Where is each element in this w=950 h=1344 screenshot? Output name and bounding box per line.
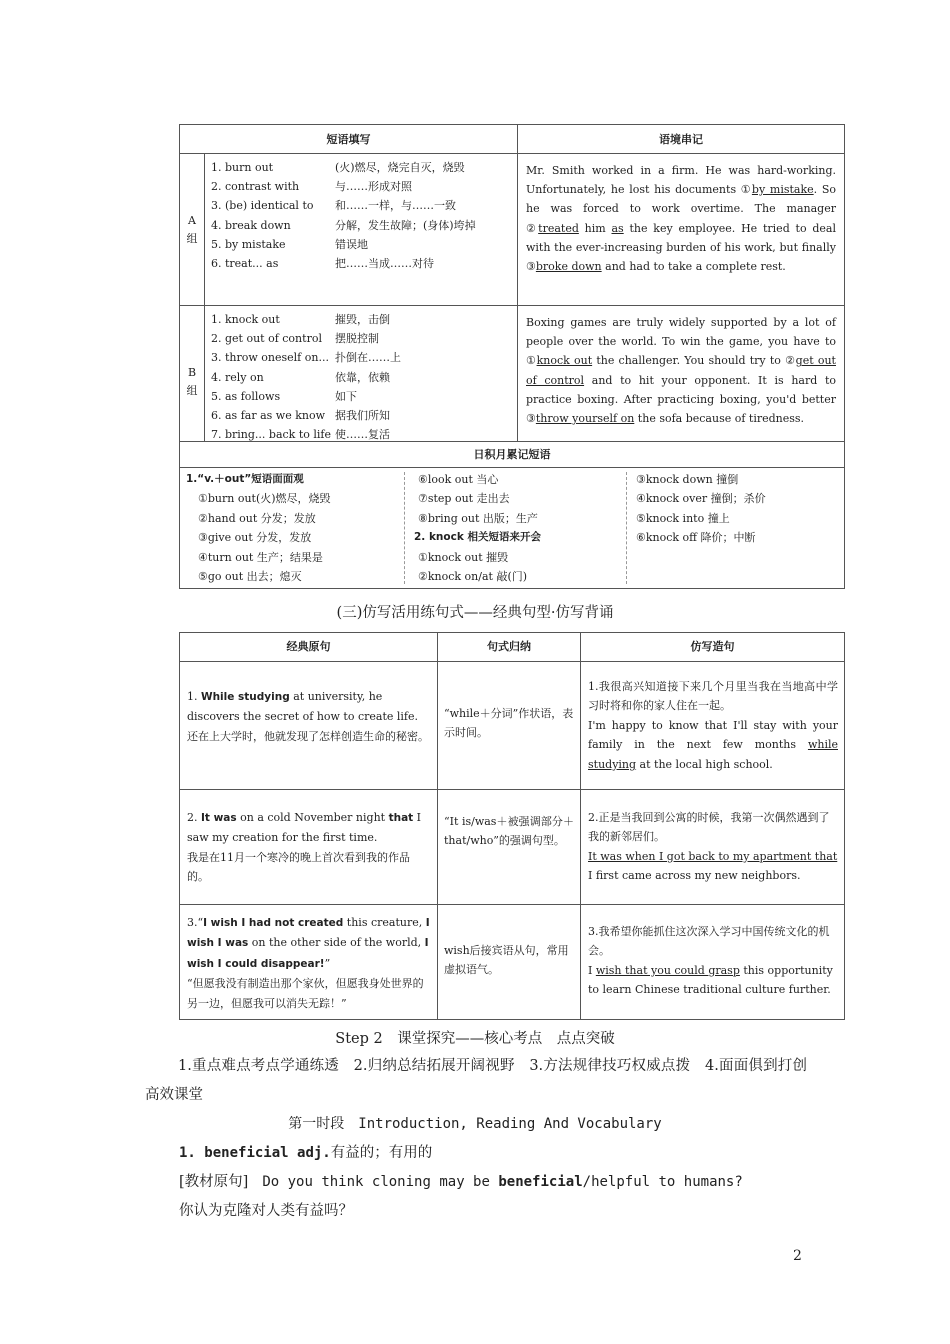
- list-item: ②knock on/at 敲(门): [418, 570, 528, 584]
- phrase-zh: 据我们所知: [335, 409, 390, 423]
- table-row: [180, 905, 845, 1020]
- vocab-col2-header: 语境串记: [518, 125, 845, 154]
- phrase-zh: 扑倒在……上: [335, 351, 401, 365]
- phrase-en: 4. rely on: [211, 370, 264, 384]
- phrase-zh: 摧毁，击倒: [335, 313, 390, 326]
- list-item: [211, 177, 511, 196]
- daily-col1-heading: 1.“v.＋out”短语面面观: [186, 473, 304, 485]
- pattern-1: “while＋分词”作状语，表示时间。: [438, 662, 581, 790]
- phrase-en: 5. by mistake: [211, 237, 286, 251]
- phrase-zh: 把……当成……对待: [335, 257, 434, 271]
- sent-header-orig: 经典原句: [180, 633, 438, 662]
- list-item: [211, 216, 511, 235]
- phrase-zh: 依靠，依赖: [335, 370, 390, 384]
- orig-2: 2. It was on a cold November night that I saw my creation for the first time. 我是在11月一个寒冷的晚上首次看到我的作品的。: [180, 790, 438, 905]
- phrase-en: 2. contrast with: [211, 180, 300, 194]
- phrase-en: 4. break down: [211, 218, 291, 232]
- section3-title: (三)仿写活用练句式——经典句型·仿写背诵: [336, 605, 614, 621]
- vocab-col1-header: 短语填写: [180, 125, 518, 154]
- step2-title: Step 2 课堂探究——核心考点 点点突破: [335, 1031, 615, 1047]
- group-b-label: B组: [180, 306, 205, 458]
- daily-col2-heading: 2. knock 相关短语来开会: [414, 531, 541, 544]
- phrase-en: 1. knock out: [211, 313, 280, 326]
- daily-col2: [414, 470, 626, 586]
- phrase-zh: 摆脱控制: [335, 332, 379, 346]
- list-item: ⑤knock into 撞上: [636, 511, 730, 525]
- phrase-zh: 使……复活: [335, 428, 390, 442]
- daily-col1: [186, 470, 404, 586]
- list-item: ②hand out 分发；发放: [198, 511, 316, 525]
- orig-3: 3.“I wish I had not created this creature, I wish I was on the other side of the world, I wish I could disappear!” “但愿我没有制造出那个家伙，但愿我身处世界的另一边，但愿我可以消失无踪！”: [180, 905, 438, 1020]
- sentence-table: [179, 632, 845, 1020]
- list-item: [211, 368, 511, 387]
- phrase-zh: 如下: [335, 389, 357, 403]
- phrase-en: 5. as follows: [211, 389, 281, 403]
- period-title: 第一时段 Introduction, Reading And Vocabulary: [288, 1116, 662, 1132]
- phrase-en: 7. bring... back to life: [211, 428, 332, 442]
- textbook-sentence: [教材原句] Do you think cloning may be beneficial/helpful to humans?: [179, 1174, 743, 1190]
- phrase-en: 1. burn out: [211, 161, 274, 174]
- list-item: [211, 235, 511, 254]
- imit-1: 1.我很高兴知道接下来几个月里当我在当地高中学习时将和你的家人住在一起。 I'm happy to know that I'll stay with your family in the next few months while studying at the local high school.: [581, 662, 845, 790]
- group-b-context: Boxing games are truly widely supported by a lot of people over the world. To win the game, you have to ①knock out the challenger. You should try to ②get out of control and to hit your opponent. It is hard to practice boxing. After practicing boxing, you'd better ③throw yourself on the sofa because of tiredness.: [518, 306, 845, 458]
- phrase-zh: 和……一样，与……一致: [335, 199, 456, 213]
- phrase-zh: 与……形成对照: [335, 180, 412, 194]
- phrase-en: 6. treat... as: [211, 257, 279, 271]
- vocab-table: [179, 124, 845, 458]
- list-item: ③knock down 撞倒: [636, 473, 739, 486]
- daily-phrases-header: 日积月累记短语: [180, 442, 844, 468]
- list-item: ⑦step out 走出去: [418, 492, 510, 506]
- list-item: [211, 329, 511, 348]
- list-item: ⑥look out 当心: [418, 473, 499, 486]
- list-item: [211, 406, 511, 425]
- phrase-en: 3. (be) identical to: [211, 199, 314, 213]
- daily-phrases-box: [179, 441, 845, 589]
- list-item: [211, 196, 511, 215]
- group-a-phrases: [205, 154, 518, 306]
- phrase-en: 3. throw oneself on...: [211, 351, 329, 365]
- list-item: [211, 310, 511, 329]
- list-item: ③give out 分发，发放: [198, 531, 312, 545]
- pattern-2: “It is/was＋被强调部分＋that/who”的强调句型。: [438, 790, 581, 905]
- list-item: ④knock over 撞倒；杀价: [636, 492, 766, 506]
- list-item: ⑤go out 出去；熄灭: [198, 570, 302, 584]
- list-item: ④turn out 生产；结果是: [198, 550, 323, 564]
- table-row: [180, 790, 845, 905]
- list-item: ⑧bring out 出版；生产: [418, 511, 538, 525]
- step2-body: 1.重点难点考点学通练透 2.归纳总结拓展开阔视野 3.方法规律技巧权威点拨 4.面面俱到打创高效课堂: [145, 1058, 807, 1103]
- sent-header-pattern: 句式归纳: [438, 633, 581, 662]
- list-item: ⑥knock off 降价；中断: [636, 531, 756, 545]
- list-item: [211, 387, 511, 406]
- list-item: ①burn out(火)燃尽，烧毁: [198, 492, 331, 506]
- pattern-3: wish后接宾语从句，常用虚拟语气。: [438, 905, 581, 1020]
- phrase-zh: 错误地: [335, 237, 368, 251]
- list-item: [211, 158, 511, 177]
- list-item: ①knock out 摧毁: [418, 550, 509, 564]
- translation: 你认为克隆对人类有益吗？: [179, 1203, 353, 1219]
- group-b-phrases: [205, 306, 518, 458]
- phrase-en: 6. as far as we know: [211, 409, 325, 423]
- imit-3: 3.我希望你能抓住这次深入学习中国传统文化的机会。 I wish that you could grasp this opportunity to learn Chinese traditional culture further.: [581, 905, 845, 1020]
- imit-2: 2.正是当我回到公寓的时候，我第一次偶然遇到了我的新邻居们。 It was when I got back to my apartment that I first came across my new neighbors.: [581, 790, 845, 905]
- phrase-en: 2. get out of control: [211, 332, 322, 346]
- word-entry: 1. beneficial adj.有益的；有用的: [179, 1145, 433, 1161]
- group-a-label: A组: [180, 154, 205, 306]
- group-a-context: Mr. Smith worked in a firm. He was hard-working. Unfortunately, he lost his documents ①by mistake. So he was forced to work overtime. The manager ②treated him as the key employee. He tried to deal with the ever-increasing burden of his work, but finally ③broke down and had to take a complete rest.: [518, 154, 845, 306]
- list-item: [211, 254, 511, 273]
- phrase-zh: 分解，发生故障；(身体)垮掉: [335, 218, 476, 232]
- daily-col3: [636, 470, 836, 586]
- phrase-zh: (火)燃尽，烧完自灭，烧毁: [335, 161, 465, 174]
- sent-header-imit: 仿写造句: [581, 633, 845, 662]
- orig-1: 1. While studying at university, he discovers the secret of how to create life. 还在上大学时，他就发现了怎样创造生命的秘密。: [180, 662, 438, 790]
- list-item: [211, 348, 511, 367]
- table-row: [180, 662, 845, 790]
- page-number: 2: [793, 1248, 802, 1264]
